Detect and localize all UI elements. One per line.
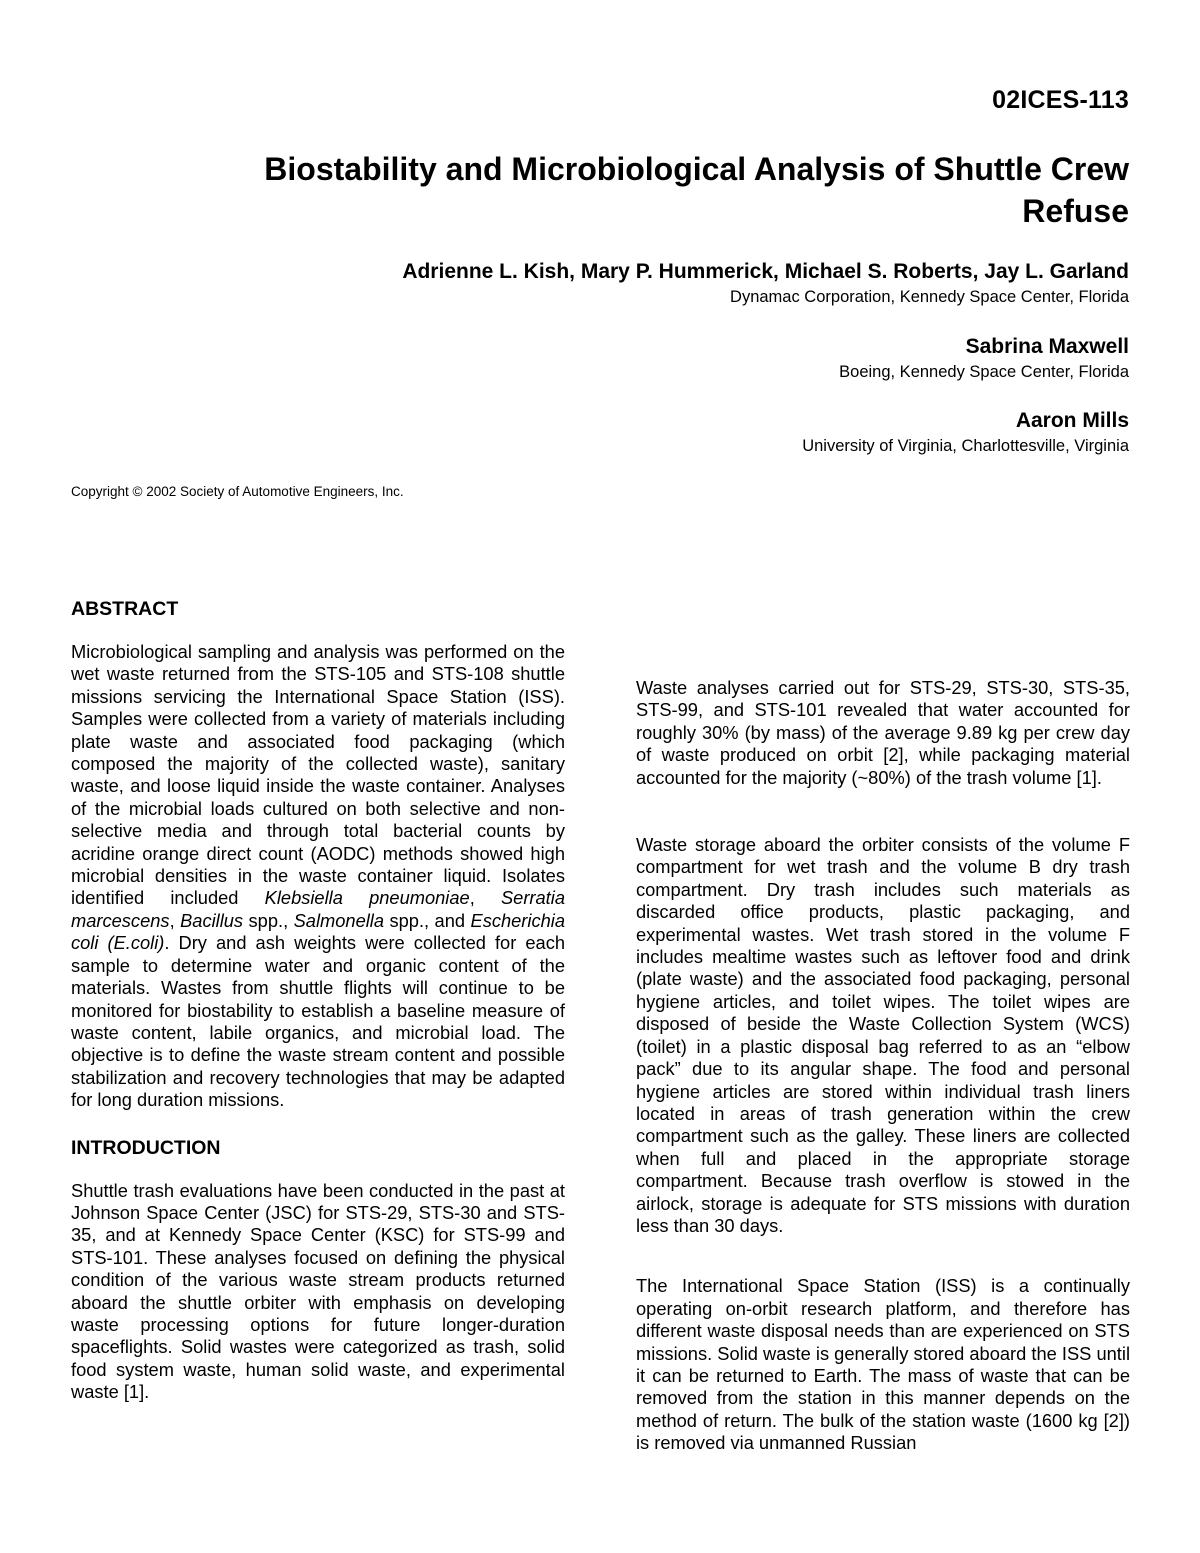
paper-title	[150, 148, 1129, 232]
abstract-text: ,	[469, 887, 501, 909]
author-group-boeing	[839, 334, 1129, 384]
author-group-dynamac	[402, 259, 1129, 309]
abstract-text: spp., and	[384, 909, 471, 931]
author-group-uva	[802, 408, 1129, 458]
organism-name: Salmonella	[293, 909, 385, 931]
author-affiliation: Boeing, Kennedy Space Center, Florida	[839, 363, 1129, 381]
abstract-heading: ABSTRACT	[71, 598, 179, 620]
paper-number: 02ICES-113	[992, 86, 1129, 114]
abstract-text: ,	[169, 909, 181, 931]
introduction-heading: INTRODUCTION	[71, 1136, 221, 1159]
organism-name: Escherichia coli (E.coli)	[71, 909, 565, 954]
abstract-text: Microbiological sampling and analysis was performed on the wet waste returned from the STS-105 and STS-108 shuttle missions servicing the International Space Station (ISS). Samples were collected from a variety of materials including plate waste and associated food packaging (which composed the majority of the collected waste), sanitary waste, and loose liquid inside the waste container. Analyses of the microbial loads cultured on both selective and non-selective media and through total bacterial counts by acridine orange direct count (AODC) methods showed high microbial densities in the waste container liquid. Isolates identified included	[71, 641, 565, 909]
body-paragraph: The International Space Station (ISS) is a continually operating on-orbit research platform, and therefore has different waste disposal needs than are experienced on STS missions. Solid waste is generally stored aboard the ISS until it can be returned to Earth. The mass of waste that can be removed from the station in this manner depends on the method of return. The bulk of the station waste (1600 kg [2]) is removed via unmanned Russian	[636, 1275, 1130, 1454]
organism-name: Klebsiella pneumoniae	[264, 887, 470, 909]
body-paragraph: Waste analyses carried out for STS-29, STS-30, STS-35, STS-99, and STS-101 revealed that water accounted for roughly 30% (by mass) of the average 9.89 kg per crew day of waste produced on orbit [2], while packaging material accounted for the majority (~80%) of the trash volume [1].	[636, 677, 1130, 788]
copyright-notice: Copyright © 2002 Society of Automotive Engineers, Inc.	[71, 484, 404, 499]
author-names: Sabrina Maxwell	[965, 335, 1129, 358]
author-affiliation: Dynamac Corporation, Kennedy Space Center, Florida	[730, 288, 1129, 306]
organism-name: Serratia marcescens	[71, 887, 565, 931]
body-paragraph: Waste storage aboard the orbiter consists of the volume F compartment for wet trash and the volume B dry trash compartment. Dry trash includes such materials as discarded office products, plastic packaging, and experimental wastes. Wet trash stored in the volume F includes mealtime wastes such as leftover food and drink (plate waste) and the associated food packaging, personal hygiene articles, and toilet wipes. The toilet wipes are disposed of beside the Waste Collection System (WCS) (toilet) in a plastic disposal bag referred to as an “elbow pack” due to its angular shape. The food and personal hygiene articles are stored within individual trash liners located in areas of trash generation within the crew compartment such as the galley. These liners are collected when full and placed in the appropriate storage compartment. Because trash overflow is stowed in the airlock, storage is adequate for STS missions with duration less than 30 days.	[636, 834, 1130, 1236]
abstract-text: spp.,	[243, 909, 294, 931]
author-names: Adrienne L. Kish, Mary P. Hummerick, Michael S. Roberts, Jay L. Garland	[402, 260, 1129, 283]
author-affiliation: University of Virginia, Charlottesville, Virginia	[802, 437, 1129, 455]
abstract-paragraph	[71, 641, 565, 1112]
right-column	[636, 677, 1130, 1500]
introduction-paragraph: Shuttle trash evaluations have been conducted in the past at Johnson Space Center (JSC) for STS-29, STS-30 and STS-35, and at Kennedy Space Center (KSC) for STS-99 and STS-101. These analyses focused on defining the physical condition of the various waste stream products returned aboard the shuttle orbiter with emphasis on developing waste processing options for future longer-duration spaceflights. Solid wastes were categorized as trash, solid food system waste, human solid waste, and experimental waste [1].	[71, 1179, 565, 1403]
left-column	[71, 597, 565, 1428]
author-names: Aaron Mills	[1015, 409, 1129, 432]
paper-title-line-1: Biostability and Microbiological Analysis of Shuttle Crew	[264, 151, 1129, 187]
paper-title-line-2: Refuse	[1022, 193, 1129, 229]
organism-name: Bacillus	[180, 909, 244, 931]
abstract-text: . Dry and ash weights were collected for each sample to determine water and organic content of the materials. Wastes from shuttle flights will continue to be monitored for biostability to establish a baseline measure of waste content, labile organics, and microbial load. The objective is to define the waste stream content and possible stabilization and recovery technologies that may be adapted for long duration missions.	[71, 932, 566, 1111]
